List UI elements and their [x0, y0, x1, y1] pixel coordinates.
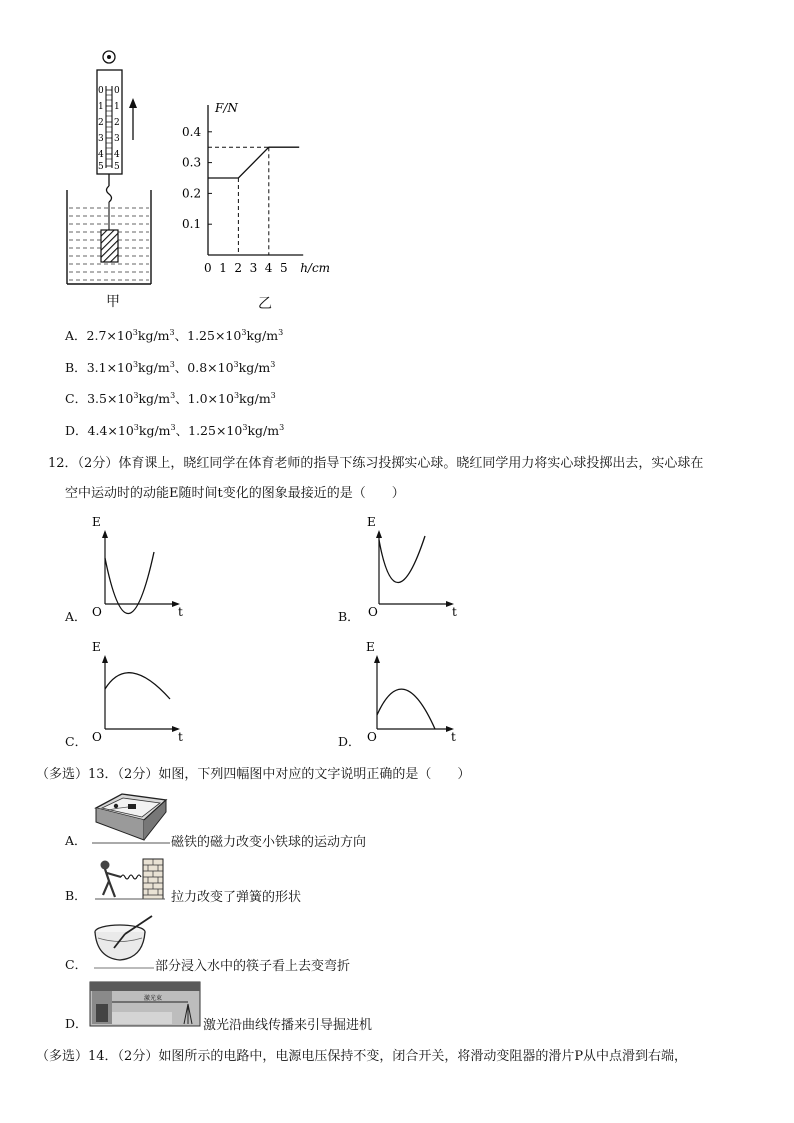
q13-option-b-letter[interactable]: B． — [65, 888, 87, 903]
curve-c — [105, 673, 170, 699]
laser-tunnel-image — [88, 980, 202, 1030]
y-tick-label: 0.4 — [182, 124, 202, 139]
svg-text:E: E — [92, 640, 101, 654]
q13-option-d-letter[interactable]: D． — [65, 1016, 88, 1031]
y-tick-label: 0.3 — [182, 155, 202, 170]
scale-right-label: 2 — [114, 118, 120, 128]
q13-option-a-letter[interactable]: A． — [65, 833, 87, 848]
curve-b — [379, 536, 425, 583]
svg-text:E: E — [366, 640, 375, 654]
scale-left-label: 3 — [98, 134, 104, 144]
y-tick-label: 0.1 — [182, 217, 202, 232]
svg-text:O: O — [367, 730, 377, 744]
scale-right-label: 0 — [114, 86, 120, 96]
scale-left-label: 0 — [98, 86, 104, 96]
bowl-chopsticks-image — [92, 912, 156, 974]
q12-option-a-letter[interactable]: A． — [65, 609, 87, 624]
x-tick-label: 2 — [234, 261, 243, 275]
scale-right-label: 3 — [114, 134, 120, 144]
scale-left-label: 4 — [98, 150, 104, 160]
spring-wall-image — [95, 855, 167, 903]
x-tick-label: 4 — [264, 261, 273, 275]
scale-right-label: 1 — [114, 102, 120, 112]
q11-option-b[interactable]: B．$3.1\times 10^3kg/m^3$、$0.8\times 10^3kg/m^3$ — [65, 359, 276, 375]
scale-left-label: 1 — [98, 102, 104, 112]
q13-option-c-letter[interactable]: C． — [65, 957, 88, 972]
svg-text:E: E — [367, 515, 376, 529]
q12-option-d-letter[interactable]: D． — [338, 734, 361, 749]
q13-option-b-text: 拉力改变了弹簧的形状 — [171, 890, 302, 905]
q12-graph-b[interactable] — [365, 512, 465, 620]
q12-graph-d[interactable] — [365, 637, 465, 745]
q13-option-a-text: 磁铁的磁力改变小铁球的运动方向 — [171, 835, 367, 850]
svg-text:t: t — [178, 730, 183, 744]
svg-text:O: O — [368, 605, 378, 619]
figure-yi-caption: 乙 — [258, 296, 272, 312]
svg-text:t: t — [178, 605, 183, 619]
q11-option-a[interactable]: A．$2.7\times 10^3kg/m^3$、$1.25\times 10^3kg/m^3$ — [65, 327, 284, 343]
q12-option-c-letter[interactable]: C． — [65, 734, 88, 749]
scale-right-label: 4 — [114, 150, 120, 160]
q12-stem-line2: 空中运动时的动能E随时间t变化的图象最接近的是（ ） — [65, 486, 405, 501]
q11-option-d[interactable]: D．$4.4\times 10^3kg/m^3$、$1.25\times 10^3kg/m^3$ — [65, 422, 285, 438]
q13-stem: （多选）13．（2分）如图，下列四幅图中对应的文字说明正确的是（ ） — [36, 767, 471, 782]
q12-stem-line1: 12．（2分）体育课上，晓红同学在体育老师的指导下练习投掷实心球。晓红同学用力将实心球投掷出去，实心球在 — [48, 456, 704, 471]
q12-option-b-letter[interactable]: B． — [338, 609, 360, 624]
svg-text:t: t — [451, 730, 456, 744]
magnet-table-image — [92, 790, 170, 848]
svg-text:O: O — [92, 605, 102, 619]
x-tick-label: 3 — [249, 261, 258, 275]
svg-text:O: O — [92, 730, 102, 744]
svg-text:E: E — [92, 515, 101, 529]
series-line — [208, 147, 299, 178]
figure-jia-caption: 甲 — [106, 294, 120, 310]
q13-option-d-text: 激光沿曲线传播来引导掘进机 — [203, 1018, 373, 1033]
x-tick-label: 5 — [280, 261, 288, 275]
scale-right-label: 5 — [114, 162, 120, 172]
y-axis-label: F/N — [215, 101, 238, 115]
q13-option-c-text: 部分浸入水中的筷子看上去变弯折 — [155, 959, 351, 974]
q11-option-c[interactable]: C．$3.5\times 10^3kg/m^3$、$1.0\times 10^3kg/m^3$ — [65, 390, 276, 406]
x-tick-label: 0 — [204, 261, 212, 275]
y-tick-label: 0.2 — [182, 186, 202, 201]
q14-stem: （多选）14．（2分）如图所示的电路中，电源电压保持不变，闭合开关，将滑动变阻器的滑片P从中点滑到右端， — [36, 1049, 688, 1064]
scale-left-label: 2 — [98, 118, 104, 128]
hatched-block — [101, 230, 118, 262]
figure-jia — [55, 48, 170, 310]
curve-d — [377, 689, 435, 729]
q12-graph-c[interactable] — [88, 637, 188, 745]
q12-graph-a[interactable] — [88, 512, 188, 620]
laser-beam-label: 激光束 — [144, 995, 163, 1002]
scale-left-label: 5 — [98, 162, 104, 172]
x-axis-label: h/cm — [300, 261, 331, 275]
figure-yi-chart — [180, 95, 345, 280]
x-tick-label: 1 — [219, 261, 227, 275]
svg-text:t: t — [452, 605, 457, 619]
